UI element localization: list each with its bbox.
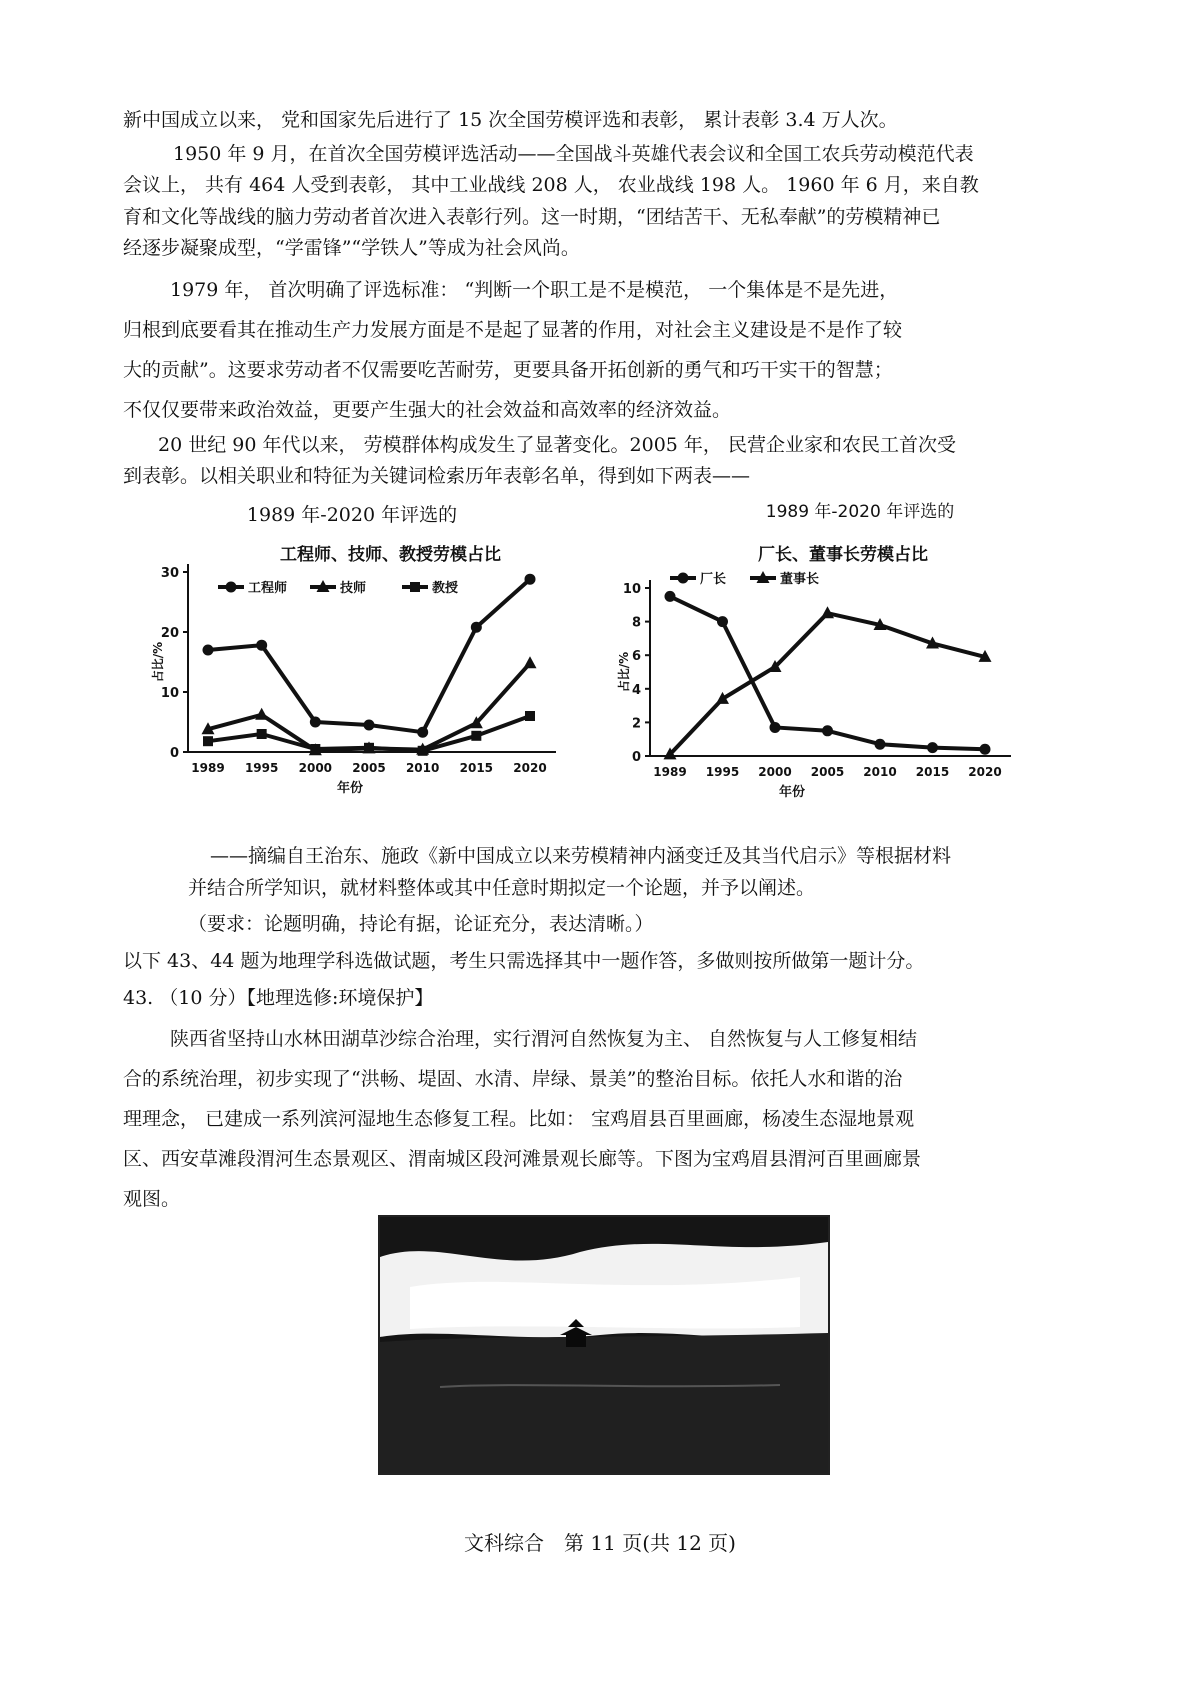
chart2-title: 1989 年-2020 年评选的 bbox=[765, 502, 955, 522]
data-point bbox=[525, 574, 536, 585]
y-tick-label: 20 bbox=[160, 626, 179, 641]
text-line: 1950 年 9 月，在首次全国劳模评选活动——全国战斗英雄代表会议和全国工农兵劳动模范代表 bbox=[173, 143, 974, 165]
page-footer: 文科综合 第 11 页(共 12 页) bbox=[464, 1531, 736, 1555]
data-point bbox=[822, 725, 833, 736]
x-tick-label: 2015 bbox=[915, 765, 950, 779]
y-axis-label: 占比/% bbox=[151, 641, 165, 683]
y-tick-label: 10 bbox=[622, 582, 641, 597]
legend-label: 董事长 bbox=[780, 572, 820, 587]
x-tick-label: 1989 bbox=[191, 761, 225, 775]
data-point bbox=[310, 717, 321, 728]
legend-label: 技师 bbox=[340, 581, 367, 596]
y-tick-label: 6 bbox=[631, 649, 641, 665]
text-line: 并结合所学知识，就材料整体或其中任意时期拟定一个论题，并予以阐述。 bbox=[188, 877, 816, 899]
legend-marker bbox=[226, 582, 237, 593]
data-point bbox=[717, 616, 728, 627]
text-line: 区、西安草滩段渭河生态景观区、渭南城区段河滩景观长廊等。下图为宝鸡眉县渭河百里画廊景 bbox=[123, 1148, 922, 1170]
text-line: 归根到底要看其在推动生产力发展方面是不是起了显著的作用，对社会主义建设是不是作了较 bbox=[123, 319, 903, 341]
chart1-subtitle: 工程师、技师、教授劳模占比 bbox=[280, 545, 501, 565]
y-tick-label: 4 bbox=[631, 682, 641, 698]
data-point bbox=[203, 736, 213, 746]
x-tick-label: 2000 bbox=[298, 761, 333, 775]
y-tick-label: 0 bbox=[631, 750, 641, 765]
data-point bbox=[310, 744, 320, 754]
text-line: 到表彰。以相关职业和特征为关键词检索历年表彰名单，得到如下两表—— bbox=[123, 465, 751, 487]
y-tick-label: 30 bbox=[160, 566, 179, 581]
landscape-photo bbox=[378, 1215, 830, 1475]
text-line: 会议上， 共有 464 人受到表彰， 其中工业战线 208 人， 农业战线 198 人。 1960 年 6 月，来自教 bbox=[123, 174, 979, 196]
x-axis-label: 年份 bbox=[778, 785, 806, 800]
y-tick-label: 2 bbox=[631, 716, 641, 732]
x-tick-label: 2000 bbox=[758, 765, 792, 779]
data-point bbox=[471, 622, 482, 633]
data-point bbox=[770, 722, 781, 733]
series-line-技师 bbox=[208, 663, 530, 750]
x-tick-label: 1995 bbox=[244, 761, 279, 775]
data-point bbox=[255, 708, 268, 720]
chart1 bbox=[150, 560, 600, 820]
text-line: 20 世纪 90 年代以来， 劳模群体构成发生了显著变化。2005 年， 民营企业家和农民工首次受 bbox=[158, 434, 956, 456]
data-point bbox=[203, 645, 214, 656]
x-tick-label: 2020 bbox=[513, 761, 547, 775]
text-line: 大的贡献”。这要求劳动者不仅需要吃苦耐劳，更要具备开拓创新的勇气和巧干实干的智慧； bbox=[123, 359, 893, 381]
x-tick-label: 2005 bbox=[352, 761, 386, 775]
data-point bbox=[525, 711, 535, 721]
data-point bbox=[875, 739, 886, 750]
data-point bbox=[256, 640, 267, 651]
chart2 bbox=[617, 560, 1040, 820]
text-line: ——摘编自王治东、施政《新中国成立以来劳模精神内涵变迁及其当代启示》等根据材料 bbox=[210, 845, 952, 867]
data-point bbox=[257, 729, 267, 739]
x-tick-label: 2020 bbox=[968, 765, 1002, 779]
text-line: 以下 43、44 题为地理学科选做试题，考生只需选择其中一题作答，多做则按所做第一题计分。 bbox=[123, 950, 925, 972]
legend-label: 工程师 bbox=[248, 581, 288, 596]
data-point bbox=[927, 742, 938, 753]
text-line: 合的系统治理，初步实现了“洪畅、堤固、水清、岸绿、景美”的整治目标。依托人水和谐的治 bbox=[123, 1068, 903, 1090]
y-axis-label: 占比/% bbox=[617, 651, 631, 693]
text-line: （要求：论题明确，持论有据，论证充分，表达清晰。） bbox=[188, 913, 654, 935]
x-tick-label: 2005 bbox=[810, 765, 845, 779]
legend-marker bbox=[410, 582, 420, 592]
x-tick-label: 1989 bbox=[653, 765, 687, 779]
y-tick-label: 8 bbox=[631, 615, 641, 631]
y-tick-label: 0 bbox=[169, 746, 179, 761]
x-tick-label: 2015 bbox=[459, 761, 494, 775]
data-point bbox=[417, 727, 428, 738]
x-tick-label: 2010 bbox=[405, 761, 440, 775]
data-point bbox=[418, 746, 428, 756]
data-point bbox=[980, 744, 991, 755]
text-line: 1979 年， 首次明确了评选标准： “判断一个职工是不是模范， 一个集体是不是先进， bbox=[170, 279, 899, 301]
landscape-photo-graphic bbox=[380, 1217, 828, 1473]
text-line: 新中国成立以来， 党和国家先后进行了 15 次全国劳模评选和表彰， 累计表彰 3.4 万人次。 bbox=[123, 109, 898, 131]
x-tick-label: 1995 bbox=[705, 765, 740, 779]
text-line: 理理念， 已建成一系列滨河湿地生态修复工程。比如： 宝鸡眉县百里画廊，杨凌生态湿地景观 bbox=[123, 1108, 915, 1130]
question-header: 43. （10 分）【地理选修:环境保护】 bbox=[123, 987, 434, 1009]
chart1-title: 1989 年-2020 年评选的 bbox=[246, 504, 458, 526]
data-point bbox=[524, 656, 537, 668]
x-tick-label: 2010 bbox=[863, 765, 897, 779]
data-point bbox=[364, 720, 375, 731]
text-line: 不仅仅要带来政治效益，更要产生强大的社会效益和高效率的经济效益。 bbox=[123, 399, 732, 421]
x-axis-label: 年份 bbox=[336, 781, 364, 796]
chart2-subtitle: 厂长、董事长劳模占比 bbox=[758, 545, 928, 565]
data-point bbox=[665, 591, 676, 602]
legend-label: 教授 bbox=[432, 581, 459, 596]
series-line-工程师 bbox=[208, 579, 530, 732]
legend-marker bbox=[678, 573, 689, 584]
legend-label: 厂长 bbox=[700, 572, 727, 587]
data-point bbox=[471, 731, 481, 741]
data-point bbox=[364, 743, 374, 753]
text-line: 观图。 bbox=[123, 1188, 181, 1210]
text-line: 经逐步凝聚成型，“学雷锋”“学铁人”等成为社会风尚。 bbox=[123, 237, 580, 259]
text-line: 陕西省坚持山水林田湖草沙综合治理，实行渭河自然恢复为主、 自然恢复与人工修复相结 bbox=[170, 1028, 918, 1050]
text-line: 育和文化等战线的脑力劳动者首次进入表彰行列。这一时期，“团结苦干、无私奉献”的劳模精神已 bbox=[123, 206, 941, 228]
y-tick-label: 10 bbox=[160, 686, 179, 701]
